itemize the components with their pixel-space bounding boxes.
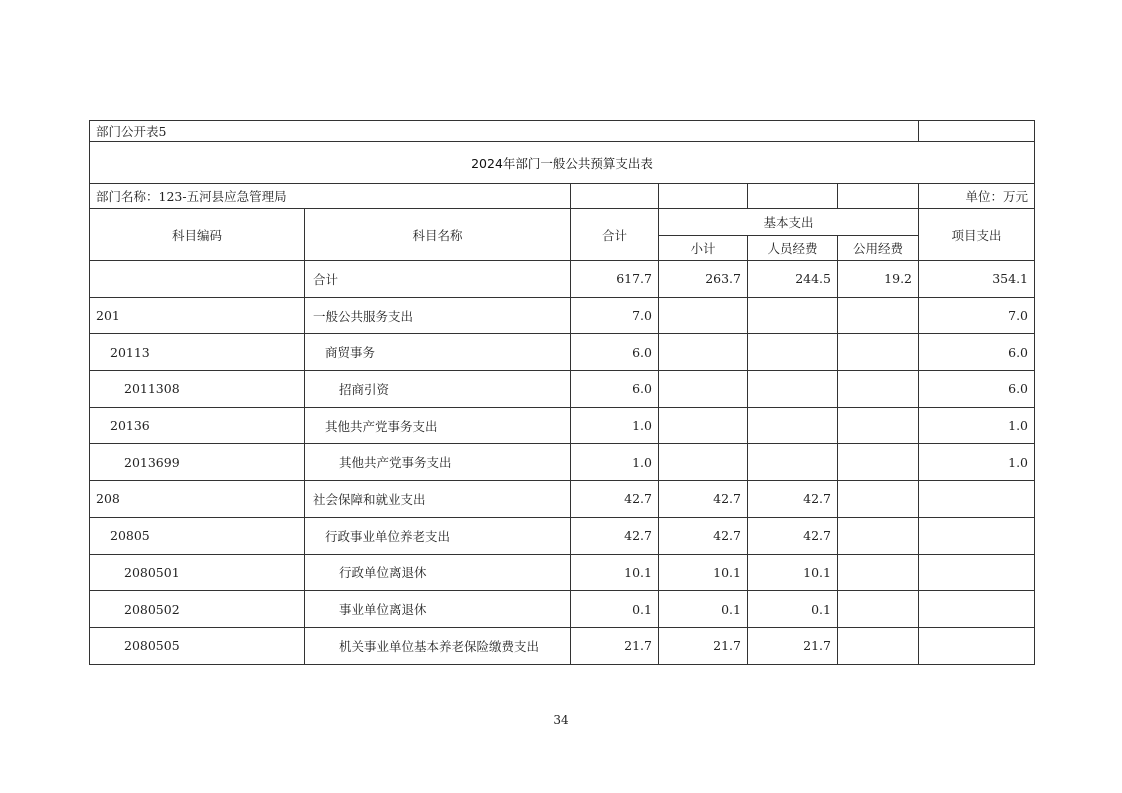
- cell-public: [838, 554, 919, 591]
- budget-table: [89, 120, 1035, 665]
- cell-personnel: [748, 297, 838, 334]
- cell-public: [838, 481, 919, 518]
- empty-cell: [838, 184, 919, 209]
- cell-code: 2080502: [90, 591, 305, 628]
- cell-project: [919, 591, 1035, 628]
- cell-code: 20113: [90, 334, 305, 371]
- cell-subtotal: [659, 407, 748, 444]
- cell-total: 0.1: [571, 591, 659, 628]
- cell-public: [838, 297, 919, 334]
- cell-personnel: [748, 371, 838, 408]
- cell-project: [919, 481, 1035, 518]
- table-row: [90, 334, 1035, 371]
- cell-public: [838, 517, 919, 554]
- cell-total: 42.7: [571, 481, 659, 518]
- cell-subtotal: [659, 297, 748, 334]
- table-row: [90, 554, 1035, 591]
- cell-subtotal: 21.7: [659, 627, 748, 664]
- cell-subtotal: 42.7: [659, 481, 748, 518]
- empty-cell: [659, 184, 748, 209]
- cell-subtotal: 0.1: [659, 591, 748, 628]
- cell-total: 42.7: [571, 517, 659, 554]
- cell-subtotal: [659, 444, 748, 481]
- cell-code: 20136: [90, 407, 305, 444]
- cell-subtotal: [659, 371, 748, 408]
- cell-total: 7.0: [571, 297, 659, 334]
- cell-public: [838, 371, 919, 408]
- table-body: [90, 261, 1035, 665]
- cell-name: 一般公共服务支出: [305, 297, 571, 334]
- cell-subtotal: 263.7: [659, 261, 748, 298]
- cell-project: 7.0: [919, 297, 1035, 334]
- cell-public: [838, 444, 919, 481]
- cell-name: 行政单位离退休: [305, 554, 571, 591]
- cell-total: 6.0: [571, 334, 659, 371]
- cell-project: [919, 517, 1035, 554]
- cell-name: 事业单位离退休: [305, 591, 571, 628]
- table-row: [90, 481, 1035, 518]
- table-row: [90, 627, 1035, 664]
- cell-project: [919, 627, 1035, 664]
- empty-cell: [748, 184, 838, 209]
- cell-name: 机关事业单位基本养老保险缴费支出: [305, 627, 571, 664]
- cell-code: 20805: [90, 517, 305, 554]
- header-code: 科目编码: [90, 209, 305, 261]
- department-name: 部门名称：123-五河县应急管理局: [90, 184, 571, 209]
- cell-total: 1.0: [571, 444, 659, 481]
- cell-code: 2080505: [90, 627, 305, 664]
- cell-total: 617.7: [571, 261, 659, 298]
- cell-personnel: 42.7: [748, 481, 838, 518]
- cell-public: 19.2: [838, 261, 919, 298]
- cell-total: 10.1: [571, 554, 659, 591]
- table-row: [90, 297, 1035, 334]
- cell-name: 社会保障和就业支出: [305, 481, 571, 518]
- form-label: 部门公开表5: [90, 121, 919, 142]
- table-row: [90, 407, 1035, 444]
- cell-name: 其他共产党事务支出: [305, 444, 571, 481]
- cell-total: 1.0: [571, 407, 659, 444]
- cell-personnel: 0.1: [748, 591, 838, 628]
- cell-project: 354.1: [919, 261, 1035, 298]
- cell-total: 21.7: [571, 627, 659, 664]
- cell-personnel: 21.7: [748, 627, 838, 664]
- header-total: 合计: [571, 209, 659, 261]
- cell-code: [90, 261, 305, 298]
- header-basic: 基本支出: [659, 209, 919, 236]
- cell-subtotal: [659, 334, 748, 371]
- cell-name: 其他共产党事务支出: [305, 407, 571, 444]
- empty-cell: [919, 121, 1035, 142]
- cell-project: 1.0: [919, 407, 1035, 444]
- cell-total: 6.0: [571, 371, 659, 408]
- header-project: 项目支出: [919, 209, 1035, 261]
- empty-cell: [571, 184, 659, 209]
- table-row: [90, 444, 1035, 481]
- cell-public: [838, 627, 919, 664]
- table-row: [90, 517, 1035, 554]
- page-title: 2024年部门一般公共预算支出表: [90, 142, 1035, 184]
- page-number: 34: [553, 713, 569, 727]
- header-subtotal: 小计: [659, 236, 748, 261]
- cell-project: [919, 554, 1035, 591]
- cell-code: 2080501: [90, 554, 305, 591]
- cell-code: 2011308: [90, 371, 305, 408]
- cell-personnel: 10.1: [748, 554, 838, 591]
- header-public: 公用经费: [838, 236, 919, 261]
- cell-project: 1.0: [919, 444, 1035, 481]
- cell-name: 行政事业单位养老支出: [305, 517, 571, 554]
- cell-personnel: 244.5: [748, 261, 838, 298]
- cell-personnel: 42.7: [748, 517, 838, 554]
- cell-name: 合计: [305, 261, 571, 298]
- header-personnel: 人员经费: [748, 236, 838, 261]
- table-row: [90, 371, 1035, 408]
- cell-name: 招商引资: [305, 371, 571, 408]
- cell-code: 201: [90, 297, 305, 334]
- cell-personnel: [748, 407, 838, 444]
- cell-subtotal: 42.7: [659, 517, 748, 554]
- cell-public: [838, 334, 919, 371]
- cell-code: 2013699: [90, 444, 305, 481]
- cell-project: 6.0: [919, 371, 1035, 408]
- cell-personnel: [748, 334, 838, 371]
- cell-subtotal: 10.1: [659, 554, 748, 591]
- cell-code: 208: [90, 481, 305, 518]
- table-row: [90, 261, 1035, 298]
- cell-public: [838, 591, 919, 628]
- cell-name: 商贸事务: [305, 334, 571, 371]
- unit-label: 单位：万元: [919, 184, 1035, 209]
- cell-project: 6.0: [919, 334, 1035, 371]
- cell-personnel: [748, 444, 838, 481]
- table-row: [90, 591, 1035, 628]
- cell-public: [838, 407, 919, 444]
- header-name: 科目名称: [305, 209, 571, 261]
